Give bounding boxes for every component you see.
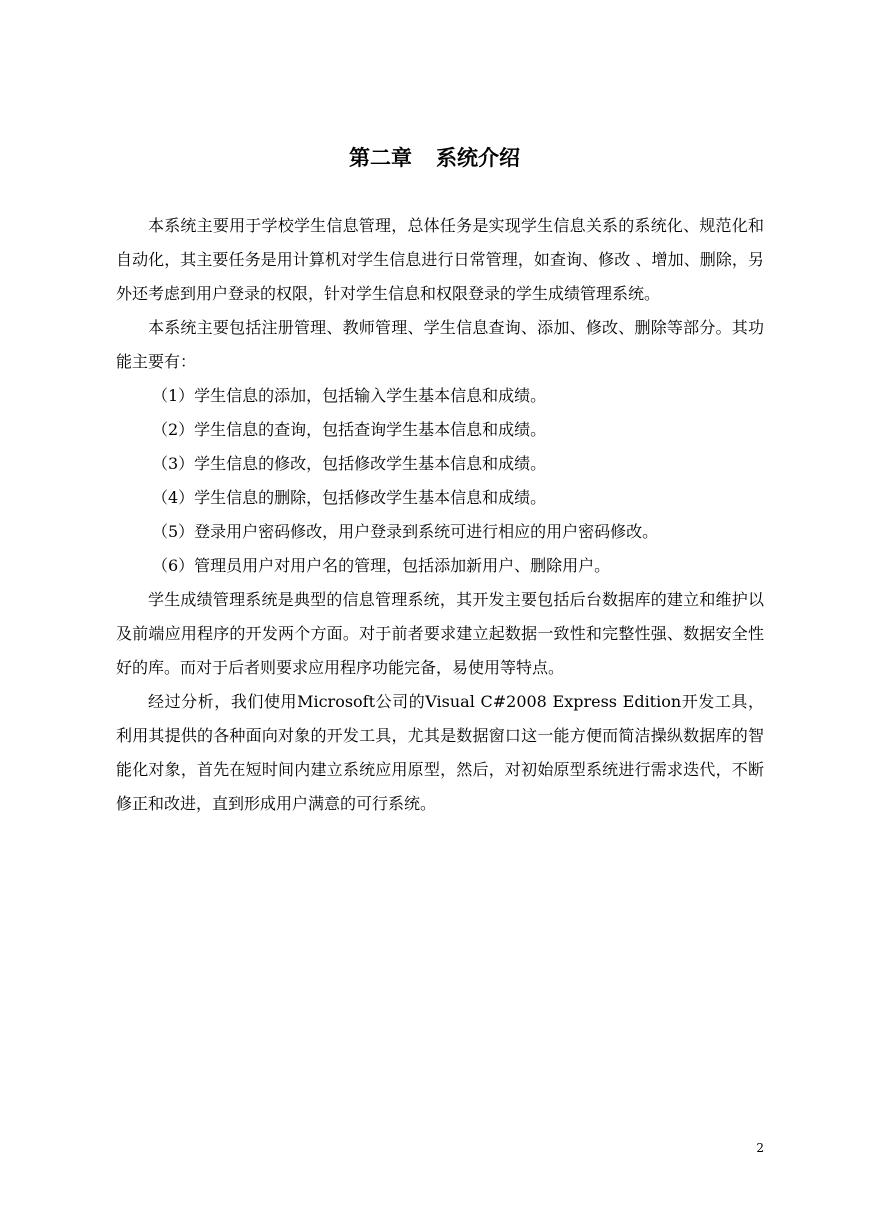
chapter-name: 系统介绍 <box>436 146 520 170</box>
function-item: （6）管理员用户对用户名的管理，包括添加新用户、删除用户。 <box>152 556 611 575</box>
page-number: 2 <box>756 1141 764 1155</box>
chapter-title <box>0 144 869 172</box>
function-item: （2）学生信息的查询，包括查询学生基本信息和成绩。 <box>152 420 547 439</box>
function-item: （5）登录用户密码修改，用户登录到系统可进行相应的用户密码修改。 <box>152 522 659 541</box>
chapter-number: 第二章 <box>349 146 412 170</box>
paragraph-tools: 经过分析，我们使用Microsoft公司的Visual C#2008 Express Edition开发工具，利用其提供的各种面向对象的开发工具，尤其是数据窗口这一能方便而简洁操纵数据库的智能化对象，首先在短时间内建立系统应用原型，然后，对初始原型系统进行需求迭代，不断修正和改进，直到形成用户满意的可行系统。 <box>116 692 764 813</box>
paragraph-intro: 本系统主要用于学校学生信息管理，总体任务是实现学生信息关系的系统化、规范化和自动化，其主要任务是用计算机对学生信息进行日常管理，如查询、修改 、增加、删除，另外还考虑到用户登录的权限，针对学生信息和权限登录的学生成绩管理系统。 <box>116 216 764 303</box>
function-item: （1）学生信息的添加，包括输入学生基本信息和成绩。 <box>152 386 547 405</box>
paragraph-modules: 本系统主要包括注册管理、教师管理、学生信息查询、添加、修改、删除等部分。其功能主要有： <box>116 318 764 371</box>
function-list <box>116 379 764 583</box>
function-item: （3）学生信息的修改，包括修改学生基本信息和成绩。 <box>152 454 547 473</box>
chapter-body <box>116 209 764 821</box>
paragraph-development: 学生成绩管理系统是典型的信息管理系统，其开发主要包括后台数据库的建立和维护以及前端应用程序的开发两个方面。对于前者要求建立起数据一致性和完整性强、数据安全性好的库。而对于后者则要求应用程序功能完备，易使用等特点。 <box>116 590 764 677</box>
function-item: （4）学生信息的删除，包括修改学生基本信息和成绩。 <box>152 488 547 507</box>
